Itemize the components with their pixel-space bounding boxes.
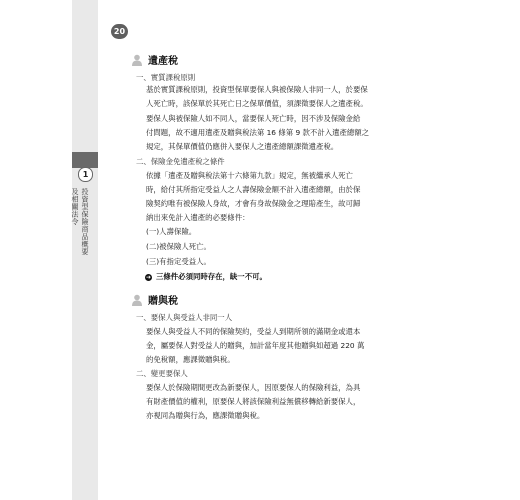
paragraph-line: 金，屬要保人對受益人的贈與，加計當年度其他贈與如超過 220 萬 [146, 341, 365, 350]
paragraph-line: 要保人於保險期間更改為新要保人，因原要保人的保險利益，為具 [146, 383, 361, 392]
person-icon [131, 54, 143, 66]
section-gift-tax-heading [131, 292, 178, 307]
arrow-right-icon: ➜ [145, 273, 152, 281]
item-label: 一、要保人與受益人非同一人 [136, 313, 233, 322]
paragraph-line: 依據「遺產及贈與稅法第十六條第九款」規定，無被繼承人死亡 [146, 171, 353, 180]
chapter-tab-block [72, 152, 98, 168]
paragraph-line: 付問題，故不適用遺產及贈與稅法第 16 條第 9 款不計入遺產總額之 [146, 128, 370, 137]
section-title: 遺產稅 [148, 56, 178, 67]
page-number-badge: 20 [111, 24, 128, 39]
person-icon [131, 294, 143, 306]
key-point-text: 三條件必須同時存在，缺一不可。 [156, 272, 267, 281]
paragraph-line: 要保人與受益人不同的保險契約，受益人到期所領的滿期金或還本 [146, 327, 361, 336]
section-title: 贈與稅 [148, 296, 178, 307]
paragraph-line: 要保人與被保險人如不同人，當要保人死亡時，因不涉及保險金給 [146, 114, 361, 123]
chapter-tab [72, 152, 98, 262]
paragraph-line: 亦視同為贈與行為，應課徵贈與稅。 [146, 411, 265, 420]
paragraph-line: 的免稅額，應課徵贈與稅。 [146, 355, 235, 364]
paragraph-line: 有財產價值的權利，原要保人將該保險利益無償移轉給新要保人， [146, 397, 361, 406]
chapter-number: 1 [78, 167, 93, 182]
paragraph-line: 規定，其保單價值仍應併入要保人之遺產總額課徵遺產稅。 [146, 142, 339, 151]
item-label: 二、保險金免遺產稅之條件 [136, 157, 225, 166]
key-point [145, 272, 267, 281]
section-estate-tax-heading [131, 52, 178, 67]
paragraph-line: 基於實質課稅原則，投資型保單要保人與被保險人非同一人，於要保 [146, 85, 368, 94]
condition-item: (一)人壽保險。 [146, 227, 197, 236]
paragraph-line: 時，給付其所指定受益人之人壽保險金額不計入遺產總額，由於保 [146, 185, 361, 194]
condition-item: (三)有指定受益人。 [146, 257, 211, 266]
item-label: 二、變更要保人 [136, 369, 188, 378]
item-label: 一、實質課稅原則 [136, 73, 196, 82]
paragraph-line: 納出來免計入遺產的必要條件： [146, 213, 250, 222]
chapter-title: 投資型保險商品概要及相關法令 [71, 188, 89, 256]
paragraph-line: 險契約唯有被保險人身故，才會有身故保險金之理賠產生，故可歸 [146, 199, 361, 208]
paragraph-line: 人死亡時，該保單於其死亡日之保單價值，須課徵要保人之遺產稅。 [146, 99, 368, 108]
condition-item: (二)被保險人死亡。 [146, 242, 211, 251]
